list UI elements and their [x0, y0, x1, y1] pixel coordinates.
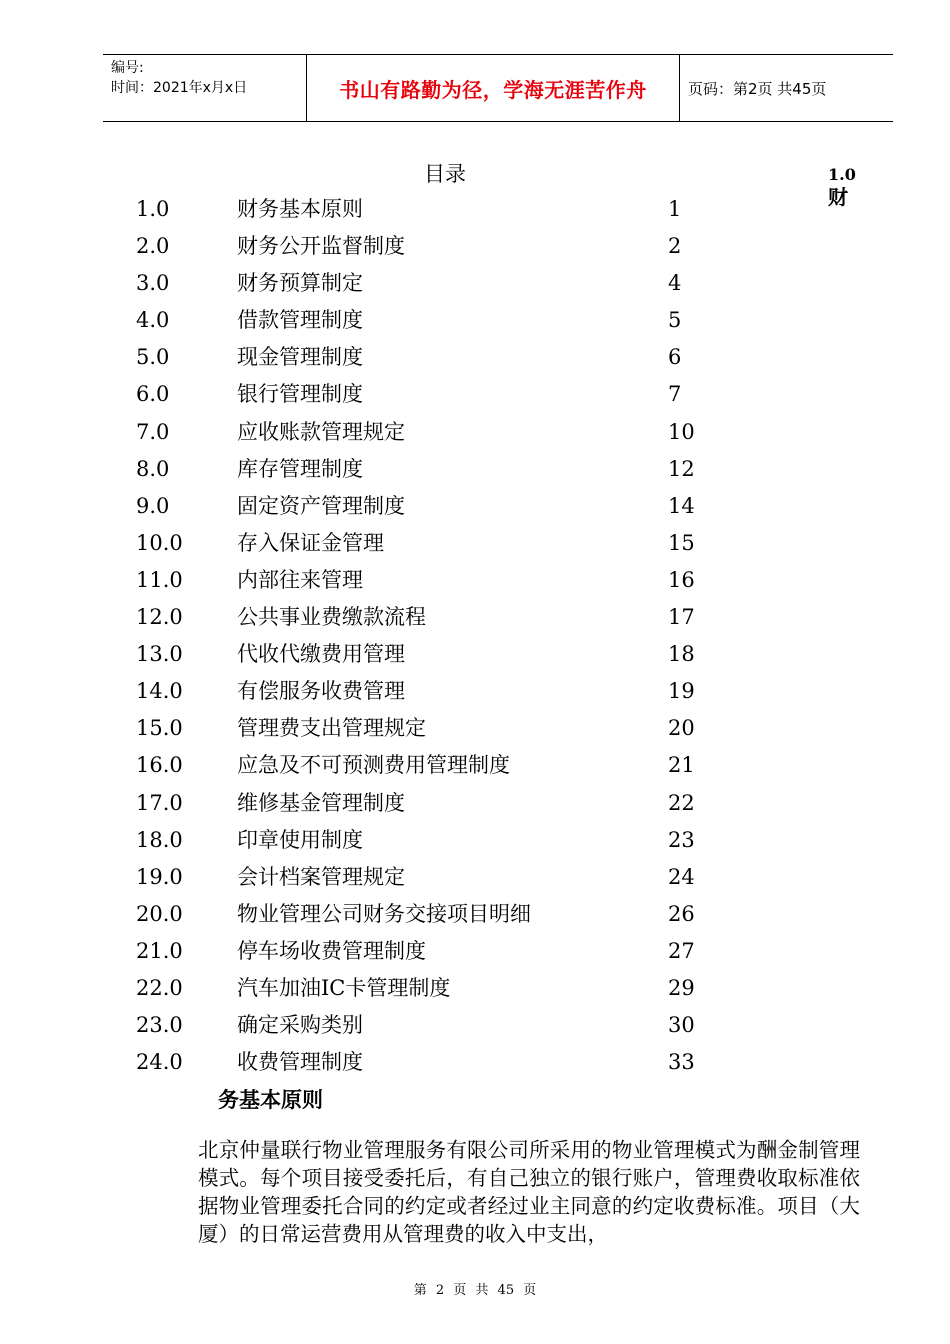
toc-entry[interactable] — [136, 934, 736, 971]
header-page-info: 页码：第2页 共45页 — [680, 55, 894, 122]
toc-entry[interactable] — [136, 229, 736, 266]
toc-entry[interactable] — [136, 1008, 736, 1045]
table-of-contents — [136, 192, 736, 1082]
toc-entry[interactable] — [136, 415, 736, 452]
toc-entry-page: 18 — [668, 642, 695, 667]
toc-entry-title: 内部往来管理 — [237, 567, 363, 592]
toc-entry-title: 库存管理制度 — [237, 456, 363, 481]
toc-entry[interactable] — [136, 711, 736, 748]
toc-entry-number: 22.0 — [136, 975, 183, 1000]
toc-entry-page: 15 — [668, 530, 695, 555]
side-heading — [828, 164, 856, 208]
toc-entry[interactable] — [136, 971, 736, 1008]
toc-entry[interactable] — [136, 489, 736, 526]
toc-entry-page: 27 — [668, 938, 695, 963]
toc-entry[interactable] — [136, 303, 736, 340]
toc-entry-title: 财务公开监督制度 — [237, 234, 405, 259]
toc-entry-title: 停车场收费管理制度 — [237, 938, 426, 963]
toc-entry[interactable] — [136, 563, 736, 600]
header-motto-cell — [307, 55, 680, 122]
toc-entry-title: 财务预算制定 — [237, 271, 363, 296]
toc-entry-title: 汽车加油IC卡管理制度 — [237, 975, 451, 1000]
toc-entry[interactable] — [136, 452, 736, 489]
toc-entry[interactable] — [136, 748, 736, 785]
toc-entry-title: 存入保证金管理 — [237, 530, 384, 555]
toc-entry-page: 14 — [668, 493, 695, 518]
toc-entry-title: 应收账款管理规定 — [237, 419, 405, 444]
toc-entry-page: 19 — [668, 679, 695, 704]
toc-entry-title: 银行管理制度 — [237, 382, 363, 407]
toc-entry[interactable] — [136, 823, 736, 860]
toc-entry-page: 17 — [668, 605, 695, 630]
toc-entry-number: 16.0 — [136, 753, 183, 778]
section-paragraph: 北京仲量联行物业管理服务有限公司所采用的物业管理模式为酬金制管理模式。每个项目接受委托后，有自己独立的银行账户，管理费收取标准依据物业管理委托合同的约定或者经过业主同意的约定收费标准。项目（大厦）的日常运营费用从管理费的收入中支出， — [198, 1138, 860, 1246]
toc-entry-title: 收费管理制度 — [237, 1050, 363, 1075]
toc-entry-page: 30 — [668, 1013, 695, 1038]
toc-entry-number: 7.0 — [136, 419, 170, 444]
toc-title: 目录 — [424, 162, 466, 186]
toc-entry-number: 3.0 — [136, 271, 170, 296]
toc-entry-page: 2 — [668, 234, 682, 259]
toc-entry-number: 18.0 — [136, 827, 183, 852]
toc-entry-number: 14.0 — [136, 679, 183, 704]
document-number-label: 编号: — [111, 60, 144, 76]
toc-entry-page: 21 — [668, 753, 695, 778]
toc-entry-page: 16 — [668, 567, 695, 592]
toc-entry-page: 22 — [668, 790, 695, 815]
toc-entry[interactable] — [136, 1045, 736, 1082]
side-heading-number: 1.0 — [828, 165, 856, 184]
toc-entry-number: 20.0 — [136, 901, 183, 926]
toc-entry-title: 印章使用制度 — [237, 827, 363, 852]
toc-entry-title: 借款管理制度 — [237, 308, 363, 333]
toc-entry-page: 10 — [668, 419, 695, 444]
toc-entry-page: 23 — [668, 827, 695, 852]
toc-entry-page: 5 — [668, 308, 682, 333]
toc-entry[interactable] — [136, 637, 736, 674]
toc-entry-number: 5.0 — [136, 345, 170, 370]
toc-entry-number: 12.0 — [136, 605, 183, 630]
toc-entry[interactable] — [136, 377, 736, 414]
toc-entry-number: 13.0 — [136, 642, 183, 667]
toc-entry-page: 20 — [668, 716, 695, 741]
toc-entry-number: 4.0 — [136, 308, 170, 333]
toc-entry-number: 9.0 — [136, 493, 170, 518]
toc-entry[interactable] — [136, 860, 736, 897]
toc-entry-number: 19.0 — [136, 864, 183, 889]
toc-entry-page: 1 — [668, 197, 682, 221]
toc-entry-title: 物业管理公司财务交接项目明细 — [237, 901, 531, 926]
section-heading: 务基本原则 — [218, 1087, 323, 1112]
toc-entry-number: 23.0 — [136, 1013, 183, 1038]
toc-entry-number: 17.0 — [136, 790, 183, 815]
toc-entry[interactable] — [136, 600, 736, 637]
page-footer: 第 2 页 共 45 页 — [413, 1283, 537, 1298]
toc-entry-page: 24 — [668, 864, 695, 889]
toc-entry-number: 2.0 — [136, 234, 170, 259]
toc-entry-number: 24.0 — [136, 1050, 183, 1075]
toc-entry-title: 现金管理制度 — [237, 345, 363, 370]
toc-entry-number: 21.0 — [136, 938, 183, 963]
toc-entry[interactable] — [136, 897, 736, 934]
toc-entry-title: 会计档案管理规定 — [237, 864, 405, 889]
toc-entry-page: 4 — [668, 271, 682, 296]
toc-entry-page: 33 — [668, 1050, 695, 1075]
toc-entry-page: 26 — [668, 901, 695, 926]
page-header — [103, 54, 893, 122]
toc-entry-number: 1.0 — [136, 197, 170, 221]
document-time: 时间：2021年x月x日 — [111, 80, 248, 96]
toc-entry-title: 维修基金管理制度 — [237, 790, 405, 815]
toc-entry[interactable] — [136, 340, 736, 377]
toc-entry-page: 12 — [668, 456, 695, 481]
toc-entry-title: 应急及不可预测费用管理制度 — [237, 753, 510, 778]
toc-entry[interactable] — [136, 526, 736, 563]
toc-entry-page: 7 — [668, 382, 682, 407]
toc-entry-number: 6.0 — [136, 382, 170, 407]
toc-entry-page: 29 — [668, 975, 695, 1000]
toc-entry[interactable] — [136, 674, 736, 711]
toc-entry-number: 11.0 — [136, 567, 183, 592]
toc-entry[interactable] — [136, 266, 736, 303]
toc-entry-title: 代收代缴费用管理 — [237, 642, 405, 667]
header-meta — [103, 55, 307, 122]
side-heading-char: 财 — [828, 185, 848, 209]
header-motto: 书山有路勤为径，学海无涯苦作舟 — [339, 77, 647, 102]
toc-entry-title: 确定采购类别 — [237, 1013, 363, 1038]
toc-entry-title: 固定资产管理制度 — [237, 493, 405, 518]
toc-entry-title: 公共事业费缴款流程 — [237, 605, 426, 630]
toc-entry[interactable] — [136, 192, 736, 229]
toc-entry-title: 管理费支出管理规定 — [237, 716, 426, 741]
toc-entry-page: 6 — [668, 345, 682, 370]
toc-entry-title: 财务基本原则 — [237, 197, 363, 221]
toc-entry-title: 有偿服务收费管理 — [237, 679, 405, 704]
toc-entry-number: 15.0 — [136, 716, 183, 741]
toc-entry-number: 8.0 — [136, 456, 170, 481]
toc-entry-number: 10.0 — [136, 530, 183, 555]
toc-entry[interactable] — [136, 786, 736, 823]
